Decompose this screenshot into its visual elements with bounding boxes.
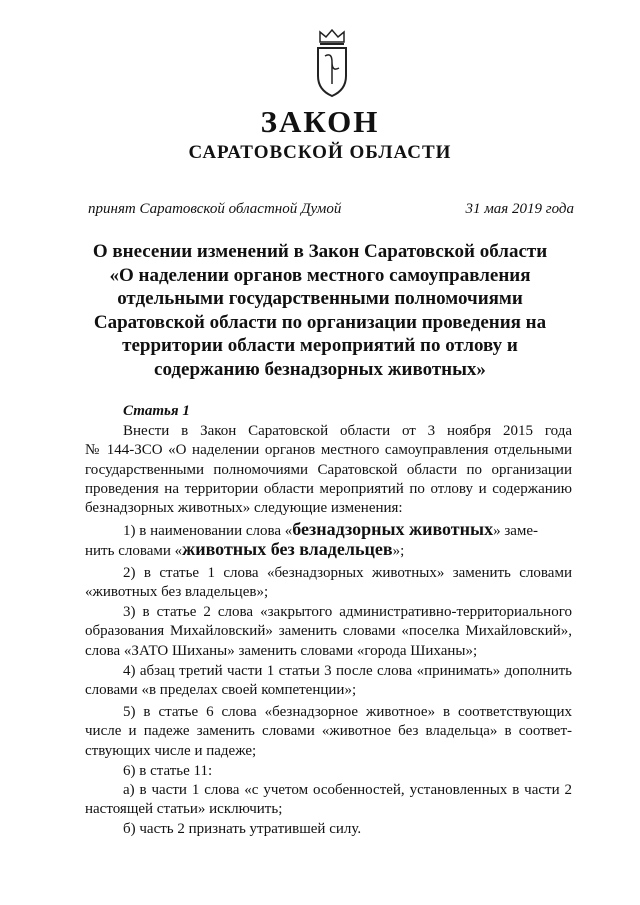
document-title: ЗАКОН (260, 104, 380, 139)
heading-line: «О наделении органов местного самоуправления (109, 264, 531, 286)
text-line: 6) в статье 11: (123, 763, 213, 779)
text-line: слова «ЗАТО Шиханы» заменить словами «города Шиханы»; (85, 643, 478, 659)
text: 1) в наименовании слова « (123, 523, 293, 539)
text-line: словами «в пределах своей компетенции»; (85, 682, 357, 698)
text-line: № 144-ЗСО «О наделении органов местного самоуправления отдельными (85, 442, 572, 458)
text-line: государственными полномочиями Саратовской области по организации (85, 462, 572, 478)
heading-line: О внесении изменений в Закон Саратовской области (92, 241, 548, 262)
coat-of-arms-emblem (312, 28, 352, 98)
text-line: б) часть 2 признать утратившей силу. (123, 821, 362, 837)
bold-phrase: животных без владельцев (182, 539, 393, 559)
heading-line: содержанию безнадзорных животных» (154, 358, 486, 380)
text-line: «животных без владельцев»; (85, 584, 269, 600)
law-heading (0, 240, 640, 381)
text: » заме- (493, 523, 539, 539)
text-line: ствующих числе и падеже; (85, 743, 257, 759)
document-subtitle: САРАТОВСКОЙ ОБЛАСТИ (188, 142, 452, 163)
heading-line: Саратовской области по организации проведения на (93, 311, 547, 333)
text-line: Внести в Закон Саратовской области от 3 ноября 2015 года (123, 423, 572, 439)
text-line: числе и падеже заменить словами «животное без владельца» в соответ- (85, 723, 572, 739)
heading-line: территории области мероприятий по отлову и (122, 335, 518, 356)
text: нить словами « (85, 543, 183, 559)
heading-line: отдельными государственными полномочиями (117, 288, 523, 309)
text-line: проведения на территории области мероприятий по отлову и содержанию (85, 481, 572, 497)
article-label: Статья 1 (123, 403, 190, 419)
text-line: а) в части 1 слова «с учетом особенностей, установленных в части 2 (123, 782, 572, 798)
text-line: безнадзорных животных» следующие изменения: (85, 500, 403, 516)
text-line: образования Михайловский» заменить словами «поселка Михайловский», (85, 623, 572, 639)
amendment-1-line (123, 520, 572, 541)
adopted-by: принят Саратовской областной Думой (88, 201, 342, 217)
text: »; (392, 543, 405, 559)
text-line: 3) в статье 2 слова «закрытого административно-территориального (123, 604, 572, 620)
bold-phrase: безнадзорных животных (292, 519, 494, 539)
text-line: 5) в статье 6 слова «безнадзорное животное» в соответствующих (123, 704, 572, 720)
text-line: 2) в статье 1 слова «безнадзорных животных» заменить словами (123, 565, 572, 581)
text-line: настоящей статьи» исключить; (85, 801, 283, 817)
adoption-date: 31 мая 2019 года (465, 201, 574, 217)
amendment-1-line (85, 540, 572, 561)
text-line: 4) абзац третий части 1 статьи 3 после слова «принимать» дополнить (123, 663, 572, 679)
